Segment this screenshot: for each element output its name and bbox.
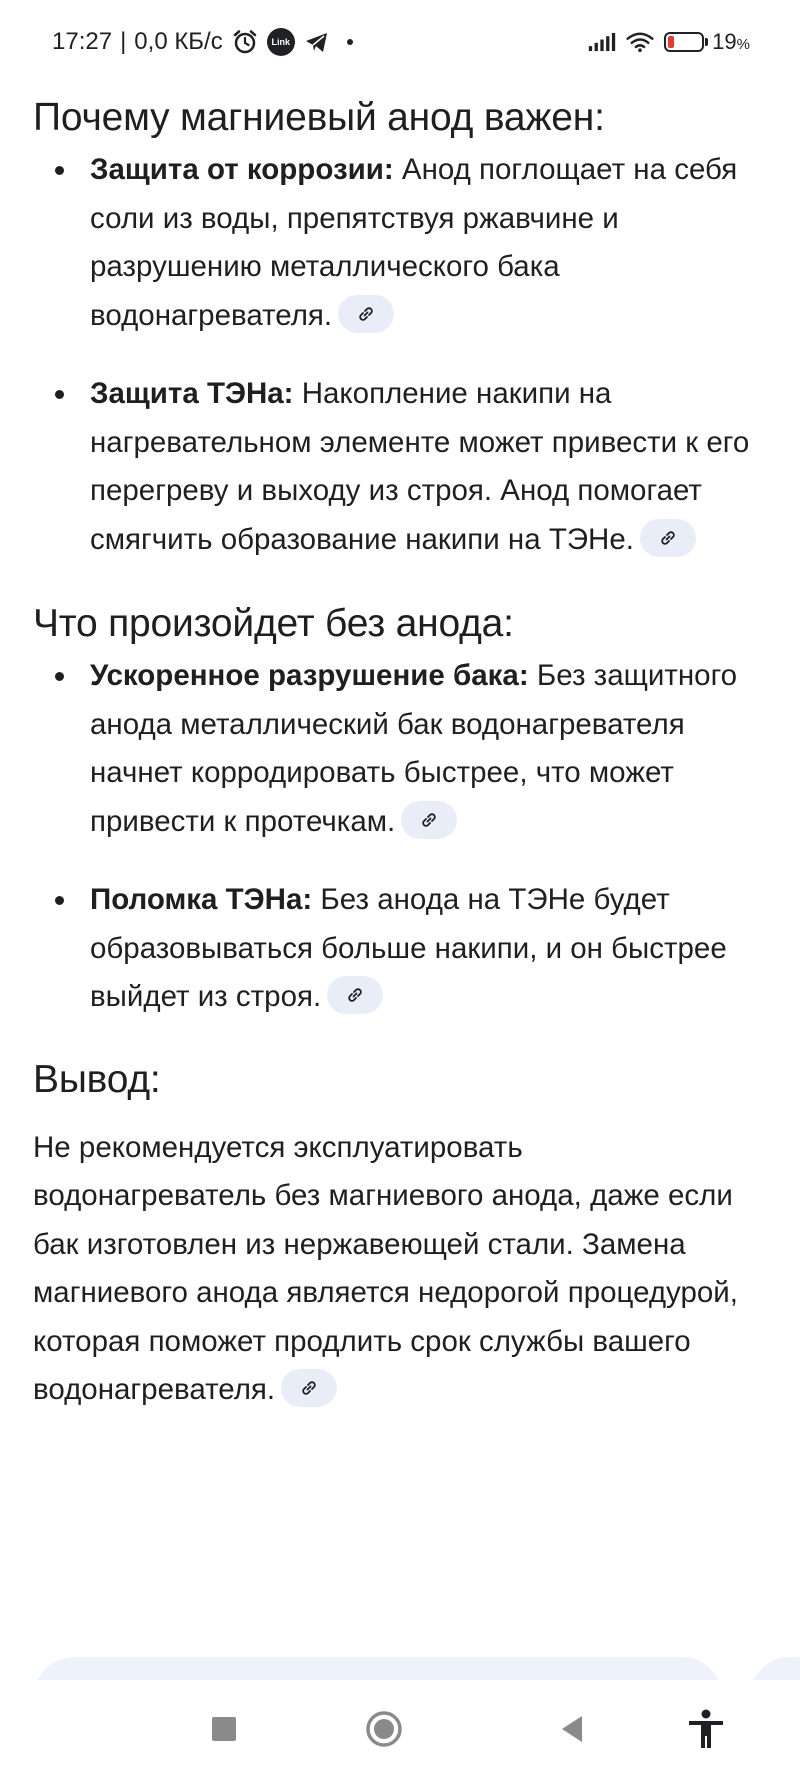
list-item	[33, 876, 763, 1022]
list-item-text: Накопление накипи на нагревательном элементе может привести к его перегреву и выходу из строя. Анод помогает смягчить образование накипи на ТЭНе.	[90, 377, 750, 556]
list-item	[33, 652, 763, 846]
status-time: 17:27	[52, 28, 113, 55]
battery-fill	[668, 36, 674, 48]
source-link-button[interactable]	[401, 801, 457, 839]
home-icon	[365, 1710, 403, 1748]
source-link-button[interactable]	[327, 976, 383, 1014]
status-separator: |	[120, 28, 127, 55]
battery-percent-value: 19	[712, 29, 737, 54]
home-button[interactable]	[334, 1680, 434, 1777]
source-link-button[interactable]	[338, 295, 394, 333]
accessibility-icon	[686, 1708, 726, 1750]
recent-apps-button[interactable]	[174, 1680, 274, 1777]
alarm-icon	[231, 28, 259, 56]
heading-conclusion: Вывод:	[33, 1057, 161, 1101]
response-content	[33, 90, 763, 1415]
list-without-anode	[33, 652, 763, 1022]
accessibility-button[interactable]	[656, 1680, 756, 1777]
list-item-title: Ускоренное разрушение бака:	[90, 659, 529, 692]
link-icon	[658, 528, 678, 548]
heading-why-anode-important: Почему магниевый анод важен:	[33, 96, 605, 139]
source-link-button[interactable]	[281, 1369, 337, 1407]
list-item-text: Без защитного анода металлический бак водонагревателя начнет корродировать быстрее, что может привести к протечкам.	[90, 659, 738, 838]
link-badge-icon: Link	[267, 28, 295, 56]
recent-apps-icon	[210, 1715, 238, 1743]
list-item-title: Поломка ТЭНа:	[90, 883, 313, 916]
status-network-speed: 0,0 КБ/с	[134, 28, 223, 55]
navigation-bar	[0, 1680, 800, 1777]
list-item-title: Защита от коррозии:	[90, 153, 394, 186]
wifi-icon	[626, 28, 654, 56]
battery-body	[664, 32, 704, 52]
conclusion-paragraph	[33, 1124, 763, 1415]
status-left	[52, 28, 353, 56]
list-item-text: Без анода на ТЭНе будет образовываться больше накипи, и он быстрее выйдет из строя.	[90, 883, 727, 1013]
battery-tip	[705, 38, 708, 46]
battery-percent-unit: %	[736, 36, 750, 53]
back-button[interactable]	[522, 1680, 622, 1777]
dot-icon	[347, 39, 353, 45]
list-item-title: Защита ТЭНа:	[90, 377, 294, 410]
list-item	[33, 146, 763, 340]
status-right	[588, 28, 750, 56]
signal-icon	[588, 28, 616, 56]
battery-icon	[664, 29, 750, 55]
list-item-text: Анод поглощает на себя соли из воды, препятствуя ржавчине и разрушению металлического бака водонагревателя.	[90, 153, 738, 332]
list-why-anode-important	[33, 146, 763, 564]
telegram-icon	[303, 28, 331, 56]
status-bar	[0, 0, 800, 88]
link-icon	[299, 1378, 319, 1398]
battery-percent	[712, 29, 750, 55]
link-icon	[356, 304, 376, 324]
source-link-button[interactable]	[640, 519, 696, 557]
heading-without-anode: Что произойдет без анода:	[33, 602, 514, 645]
link-icon	[419, 810, 439, 830]
back-icon	[559, 1714, 585, 1744]
list-item	[33, 370, 763, 564]
conclusion-text: Не рекомендуется эксплуатировать водонагреватель без магниевого анода, даже если бак изготовлен из нержавеющей стали. Замена магниевого анода является недорогой процедурой, которая поможет продлить срок службы вашего водонагревателя.	[33, 1130, 738, 1406]
link-icon	[345, 985, 365, 1005]
